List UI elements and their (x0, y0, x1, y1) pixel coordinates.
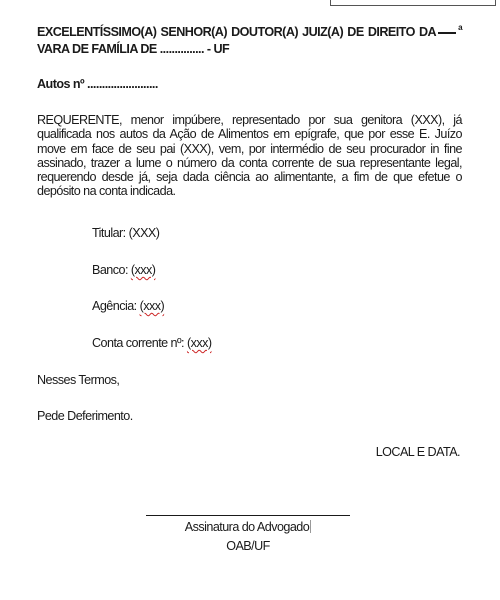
conta-label: Conta corrente nº: (92, 336, 185, 350)
heading-line-1-text: EXCELENTÍSSIMO(A) SENHOR(A) DOUTOR(A) JUIZ(A) DE DIREITO DA (37, 25, 437, 39)
field-banco (92, 263, 155, 277)
header-box-fragment (330, 0, 496, 6)
heading-blank (438, 31, 456, 34)
field-titular (92, 226, 159, 240)
conta-value: (xxx) (186, 336, 212, 350)
banco-value: (xxx) (130, 263, 156, 277)
signature-block (146, 518, 350, 556)
autos-number: Autos nº ........................ (37, 77, 158, 91)
agencia-label: Agência: (92, 299, 137, 313)
closing-termos: Nesses Termos, (37, 373, 120, 387)
signature-oab: OAB/UF (226, 539, 270, 553)
signature-name-row (146, 518, 350, 537)
heading-ordinal: a (458, 23, 462, 32)
heading-line-1 (37, 19, 462, 41)
local-e-data: LOCAL E DATA. (375, 445, 460, 459)
agencia-value: (xxx) (139, 299, 165, 313)
heading-line-2: VARA DE FAMÍLIA DE ............... - UF (37, 42, 230, 56)
document-heading (37, 19, 462, 58)
text-cursor (310, 520, 311, 533)
signature-line (146, 515, 350, 516)
body-paragraph: REQUERENTE, menor impúbere, representado por sua genitora (XXX), já qualificada nos autos da Ação de Alimentos em epígrafe, que por esse E. Juízo move em face de seu pai (XXX), vem, por intermédio de seu procurador in fine assinado, trazer a lume o número da conta corrente de sua representante legal, requerendo desde já, seja dada ciência ao alimentante, a fim de que efetue o depósito na conta indicada. (37, 113, 462, 199)
closing-deferimento: Pede Deferimento. (37, 409, 133, 423)
titular-value: (XXX) (128, 226, 160, 240)
field-conta-corrente (92, 336, 212, 350)
field-agencia (92, 299, 164, 313)
signature-name: Assinatura do Advogado (184, 520, 310, 534)
banco-label: Banco: (92, 263, 128, 277)
titular-label: Titular: (92, 226, 126, 240)
